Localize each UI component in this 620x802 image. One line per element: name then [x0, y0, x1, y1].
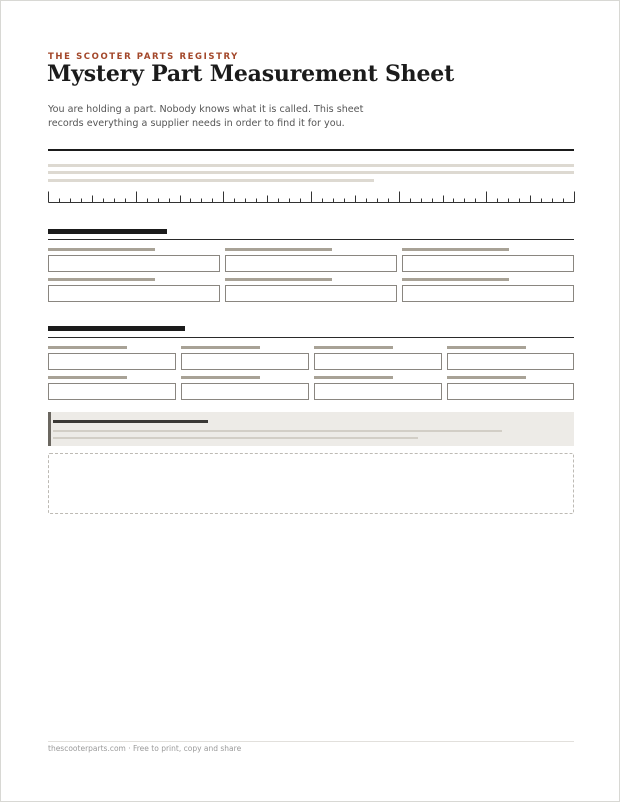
field-label	[225, 248, 332, 251]
note-text-placeholder	[53, 437, 418, 439]
intro-text: You are holding a part. Nobody knows what it is called. This sheet records everything a supplier needs in order to find it for you.	[48, 104, 364, 129]
field-label	[48, 376, 127, 379]
field-label	[181, 346, 260, 349]
note-text-placeholder	[53, 430, 502, 432]
measuring-ruler	[48, 187, 575, 203]
registry-eyebrow: THE SCOOTER PARTS REGISTRY	[48, 52, 239, 62]
field-label	[48, 248, 155, 251]
measurement-field[interactable]	[48, 383, 176, 400]
note-heading-placeholder	[53, 420, 208, 423]
field-label	[447, 376, 526, 379]
measurement-field[interactable]	[48, 285, 220, 302]
section-heading-bar	[48, 229, 167, 234]
field-label	[447, 346, 526, 349]
field-label	[314, 376, 393, 379]
measurement-field[interactable]	[48, 353, 176, 370]
measurement-field[interactable]	[402, 285, 574, 302]
field-label	[314, 346, 393, 349]
measurement-field[interactable]	[314, 353, 442, 370]
measurement-field[interactable]	[314, 383, 442, 400]
section-heading-bar	[48, 326, 185, 331]
header-divider	[48, 149, 574, 151]
sketch-area[interactable]	[48, 453, 574, 514]
measurement-field[interactable]	[181, 353, 309, 370]
field-label	[48, 346, 127, 349]
placeholder-line	[48, 171, 574, 174]
section-divider	[48, 337, 574, 338]
measurement-field[interactable]	[48, 255, 220, 272]
placeholder-line	[48, 164, 574, 167]
field-label	[181, 376, 260, 379]
measurement-field[interactable]	[181, 383, 309, 400]
field-label	[402, 278, 509, 281]
field-label	[402, 248, 509, 251]
footer-text: thescooterparts.com · Free to print, copy and share	[48, 744, 242, 753]
measurement-field[interactable]	[225, 285, 397, 302]
measurement-field[interactable]	[447, 383, 574, 400]
field-label	[48, 278, 155, 281]
measurement-field[interactable]	[447, 353, 574, 370]
placeholder-line	[48, 179, 374, 182]
footer-divider	[48, 741, 574, 742]
measurement-field[interactable]	[402, 255, 574, 272]
section-divider	[48, 239, 574, 240]
field-label	[225, 278, 332, 281]
measurement-field[interactable]	[225, 255, 397, 272]
note-callout	[48, 412, 574, 446]
page-title: Mystery Part Measurement Sheet	[47, 61, 455, 87]
